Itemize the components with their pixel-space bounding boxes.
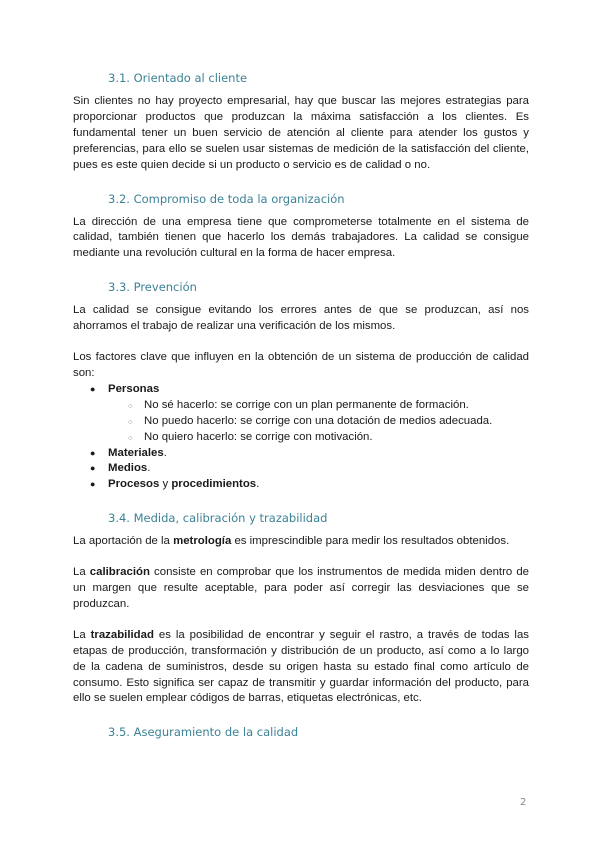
paragraph-metrologia: La aportación de la metrología es imprescindible para medir los resultados obtenidos. <box>73 535 510 548</box>
bullet-icon: ● <box>90 383 96 394</box>
bullet-icon: ● <box>90 447 96 458</box>
sublist-item: ○ No sé hacerlo: se corrige con un plan permanente de formación. <box>108 398 529 414</box>
factors-list <box>73 382 529 493</box>
heading-3-2: 3.2. Compromiso de toda la organización <box>108 191 345 206</box>
list-item-medios: ● Medios. <box>73 461 529 477</box>
page-content <box>73 70 529 748</box>
paragraph-trazabilidad: La trazabilidad es la posibilidad de encontrar y seguir el rastro, a través de todas las etapas de producción, transformación y distribución de un producto, así como a lo largo de la cadena de suministros, desde su origen hasta su estado final como artículo de consumo. Esto significa ser capaz de transmitir y guardar información del producto, para ello se suelen emplear códigos de barras, etiquetas electrónicas, etc. <box>73 628 529 705</box>
paragraph-compromiso: La dirección de una empresa tiene que comprometerse totalmente en el sistema de calidad, también tienen que hacerlo los demás trabajadores. La calidad se consigue mediante una revolución cultural en la forma de hacer empresa. <box>73 215 529 260</box>
heading-3-1: 3.1. Orientado al cliente <box>108 71 248 85</box>
list-item-personas <box>73 382 529 446</box>
sublist-item: ○ No quiero hacerlo: se corrige con motivación. <box>108 430 529 446</box>
sublist-item: ○ No puedo hacerlo: se corrige con una dotación de medios adecuada. <box>108 414 529 430</box>
bullet-icon: ● <box>90 463 96 474</box>
list-item-procesos: ● Procesos y procedimientos. <box>73 477 529 493</box>
personas-sublist <box>108 398 529 446</box>
list-item-materiales: ● Materiales. <box>73 446 529 462</box>
sub-bullet-icon: ○ <box>128 434 133 442</box>
page-number: 2 <box>520 797 527 808</box>
paragraph-orientado-cliente: Sin clientes no hay proyecto empresarial, hay que buscar las mejores estrategias para proporcionar productos que produzcan la máxima satisfacción a los clientes. Es fundamental tener un buen servicio de atención al cliente para atender los gustos y preferencias, para ello se suelen usar sistemas de medición de la satisfacción del cliente, pues es este quien decide si un producto o servicio es de calidad o no. <box>73 95 529 171</box>
heading-3-3: 3.3. Prevención <box>108 280 197 295</box>
personas-label: Personas <box>108 382 160 395</box>
sub-bullet-icon: ○ <box>128 402 133 410</box>
paragraph-factores-clave: Los factores clave que influyen en la obtención de un sistema de producción de calidad son: <box>73 351 529 379</box>
paragraph-prevencion: La calidad se consigue evitando los errores antes de que se produzcan, así nos ahorramos el trabajo de realizar una verificación de los mismos. <box>73 304 529 333</box>
heading-3-5: 3.5. Aseguramiento de la calidad <box>108 725 299 740</box>
paragraph-calibracion: La calibración consiste en comprobar que los instrumentos de medida miden dentro de un margen que resulte aceptable, para poder así corregir las desviaciones que se produzcan. <box>73 566 529 610</box>
heading-3-4: 3.4. Medida, calibración y trazabilidad <box>108 511 328 526</box>
bullet-icon: ● <box>90 479 96 490</box>
sub-bullet-icon: ○ <box>128 418 133 426</box>
